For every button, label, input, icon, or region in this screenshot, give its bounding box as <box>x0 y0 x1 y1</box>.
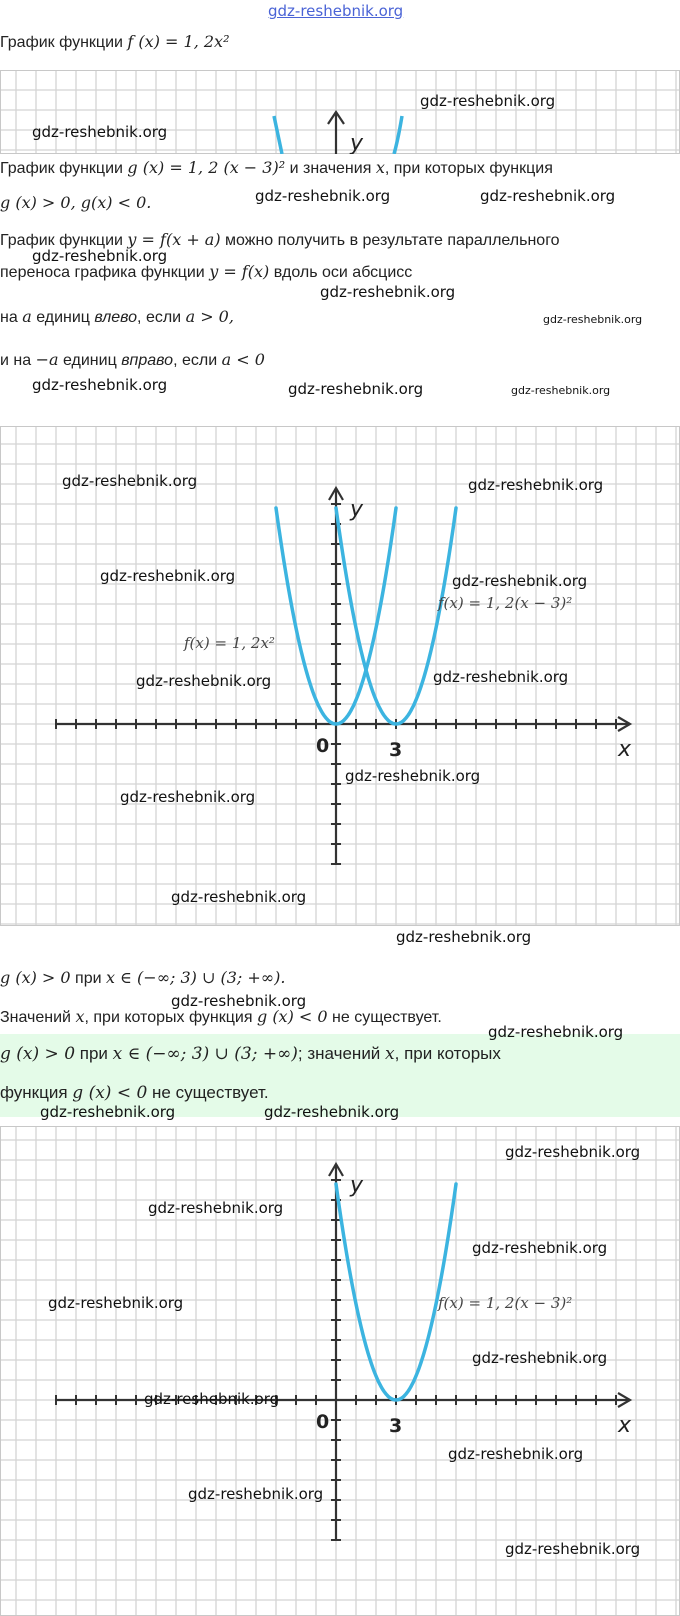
rule1-formula: y = f(x + a) <box>127 230 221 249</box>
label-f: f(x) = 1, 2x² <box>184 634 275 652</box>
shift-rule-line-3 <box>0 307 234 327</box>
answer1-mid: при <box>75 970 102 987</box>
watermark-28: gdz-reshebnik.org <box>48 1294 184 1312</box>
graph-both-parabolas <box>0 426 680 926</box>
grid <box>0 70 680 154</box>
title-prefix: График функции <box>0 34 123 51</box>
preview-y-label: y <box>350 131 364 154</box>
watermark-5: gdz-reshebnik.org <box>32 247 168 265</box>
watermark-7: gdz-reshebnik.org <box>543 313 643 326</box>
g-formula: g (x) = 1, 2 (x − 3)² <box>127 158 286 177</box>
rule1-suffix: можно получить в результате параллельного <box>225 232 560 249</box>
rule3-emphasis: влево <box>94 309 138 326</box>
x-axis-label: x <box>618 737 632 762</box>
g-prefix: График функции <box>0 160 123 177</box>
watermark-10: gdz-reshebnik.org <box>511 384 611 397</box>
answer2-suffix: не существует. <box>332 1009 442 1026</box>
watermark-32: gdz-reshebnik.org <box>188 1485 324 1503</box>
preview-curve-right <box>394 116 402 154</box>
rule2-suffix: вдоль оси абсцисс <box>273 264 413 281</box>
rule2-formula: y = f(x) <box>209 262 270 281</box>
watermark-29: gdz-reshebnik.org <box>472 1349 608 1367</box>
g-middle: и значения <box>289 160 372 177</box>
watermark-1: gdz-reshebnik.org <box>420 92 556 110</box>
graph-preview-cropped <box>0 70 680 154</box>
final1-var: x <box>385 1044 395 1064</box>
label-g2: f(x) = 1, 2(x − 3)² <box>438 1294 573 1312</box>
watermark-2: gdz-reshebnik.org <box>32 123 168 141</box>
graph-preview-svg <box>0 70 680 154</box>
watermark-13: gdz-reshebnik.org <box>100 567 236 585</box>
title-formula: f (x) = 1, 2x² <box>127 32 230 51</box>
answer2-var: x <box>75 1007 85 1026</box>
y-axis-label: y <box>350 497 364 522</box>
answer2-formula: g (x) < 0 <box>256 1007 328 1026</box>
watermark-14: gdz-reshebnik.org <box>452 572 588 590</box>
rule4-middle: единиц <box>62 352 117 369</box>
watermark-25: gdz-reshebnik.org <box>505 1143 641 1161</box>
watermark-16: gdz-reshebnik.org <box>433 668 569 686</box>
label-g: f(x) = 1, 2(x − 3)² <box>438 594 573 612</box>
watermark-33: gdz-reshebnik.org <box>505 1540 641 1558</box>
answer-line-2 <box>0 1007 442 1027</box>
watermark-4: gdz-reshebnik.org <box>480 187 616 205</box>
final2-formula: g (x) < 0 <box>72 1083 148 1103</box>
origin-label: 0 <box>316 735 330 757</box>
final2-prefix: функция <box>0 1083 68 1102</box>
watermark-26: gdz-reshebnik.org <box>148 1199 284 1217</box>
answer1-range: x ∈ (−∞; 3) ∪ (3; +∞). <box>106 968 286 987</box>
final2-suffix: не существует. <box>152 1083 269 1102</box>
watermark-23: gdz-reshebnik.org <box>40 1103 176 1121</box>
watermark-11: gdz-reshebnik.org <box>62 472 198 490</box>
grid-border <box>1 427 680 926</box>
watermark-18: gdz-reshebnik.org <box>120 788 256 806</box>
watermark-6: gdz-reshebnik.org <box>320 283 456 301</box>
top-watermark-link[interactable]: gdz-reshebnik.org <box>268 2 404 20</box>
watermark-24: gdz-reshebnik.org <box>264 1103 400 1121</box>
final1-tail: , при которых <box>394 1044 501 1063</box>
rule4-emphasis: вправо <box>121 352 174 369</box>
g-conditions: g (x) > 0, g(x) < 0. <box>0 193 152 212</box>
watermark-12: gdz-reshebnik.org <box>468 476 604 494</box>
tick-label-3: 3 <box>389 739 403 761</box>
watermark-21: gdz-reshebnik.org <box>171 992 307 1010</box>
watermark-15: gdz-reshebnik.org <box>136 672 272 690</box>
rule1-prefix: График функции <box>0 232 123 249</box>
graph-title-line <box>0 32 229 52</box>
final1-suffix: ; значений <box>297 1044 381 1063</box>
x-axis-label: x <box>618 1413 632 1438</box>
rule3-condition: a > 0, <box>185 307 234 326</box>
final1-range: x ∈ (−∞; 3) ∪ (3; +∞) <box>112 1044 298 1064</box>
rule4-condition: a < 0 <box>221 350 265 369</box>
g-var: x <box>375 158 385 177</box>
g-function-line <box>0 158 553 178</box>
watermark-31: gdz-reshebnik.org <box>448 1445 584 1463</box>
rule4-suffix: , если <box>173 352 218 369</box>
graph1-svg <box>0 426 680 926</box>
grid-border <box>1 71 680 154</box>
grid <box>0 426 680 926</box>
watermark-20: gdz-reshebnik.org <box>396 928 532 946</box>
watermark-27: gdz-reshebnik.org <box>472 1239 608 1257</box>
preview-curve-left <box>274 116 282 154</box>
rule4-prefix: и на <box>0 352 32 369</box>
g-conditions-line <box>0 193 151 213</box>
watermark-3: gdz-reshebnik.org <box>255 187 391 205</box>
rule3-prefix: на <box>0 309 18 326</box>
g-suffix: , при которых функция <box>384 160 553 177</box>
origin-label: 0 <box>316 1411 330 1433</box>
rule3-suffix: , если <box>137 309 182 326</box>
tick-label-3: 3 <box>389 1415 403 1437</box>
watermark-22: gdz-reshebnik.org <box>488 1023 624 1041</box>
answer2-prefix: Значений <box>0 1009 71 1026</box>
rule3-middle: единиц <box>36 309 90 326</box>
final1-formula: g (x) > 0 <box>0 1044 76 1064</box>
rule4-var: −a <box>35 350 59 369</box>
watermark-17: gdz-reshebnik.org <box>345 767 481 785</box>
watermark-8: gdz-reshebnik.org <box>32 376 168 394</box>
answer-line-1 <box>0 968 285 988</box>
rule2-prefix: переноса графика функции <box>0 264 205 281</box>
answer2-mid: , при которых функция <box>84 1009 253 1026</box>
watermark-30: gdz-reshebnik.org <box>144 1390 280 1408</box>
final-answer-line-1 <box>0 1044 501 1064</box>
shift-rule-line-4 <box>0 350 265 370</box>
shift-rule-line-2 <box>0 262 412 282</box>
y-axis-label: y <box>350 1173 364 1198</box>
watermark-9: gdz-reshebnik.org <box>288 380 424 398</box>
final-answer-line-2 <box>0 1083 269 1103</box>
final1-mid: при <box>79 1044 108 1063</box>
watermark-19: gdz-reshebnik.org <box>171 888 307 906</box>
answer1-formula: g (x) > 0 <box>0 968 71 987</box>
rule3-var: a <box>22 307 32 326</box>
